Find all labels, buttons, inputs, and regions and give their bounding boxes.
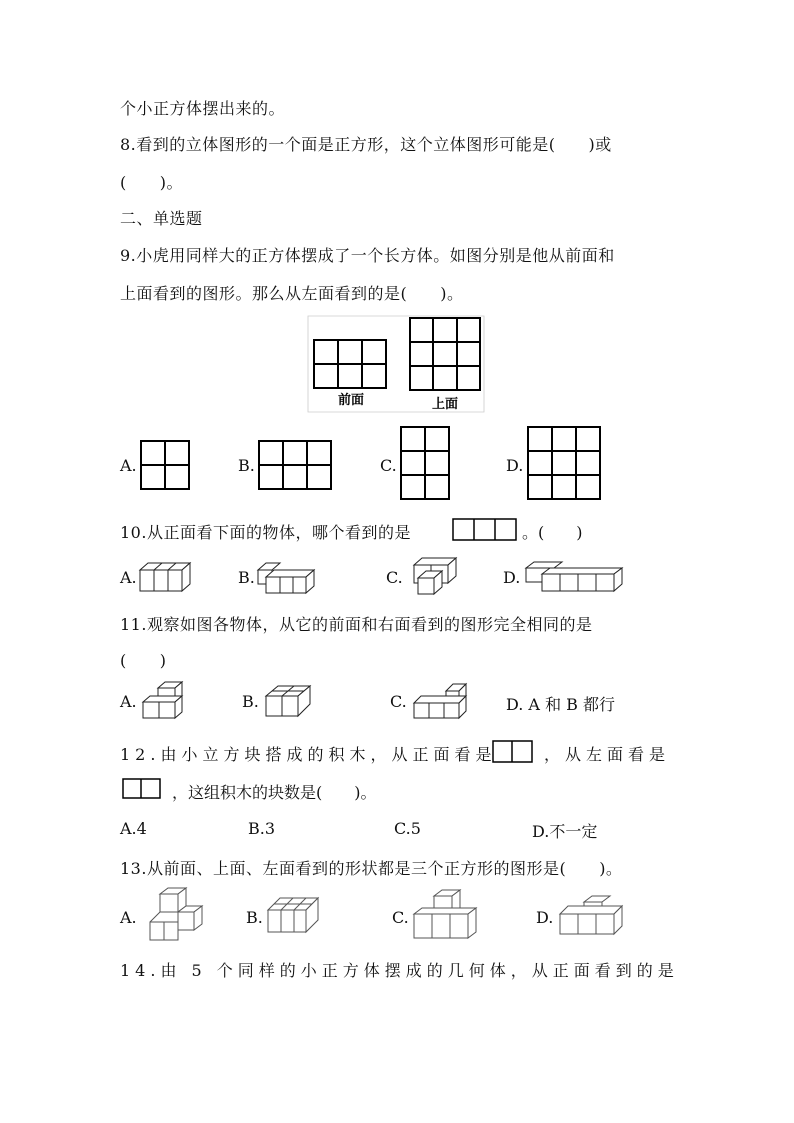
q12-option-d[interactable]: D.不一定 [532,822,598,841]
text-line-1: 个小正方体摆出来的。 [120,99,286,118]
question-12-line-1: 12.由小立方块搭成的积木，从正面看是 [120,745,497,764]
question-11-line-1: 11.观察如图各物体，从它的前面和右面看到的图形完全相同的是 [120,615,593,634]
q9-option-a-label[interactable]: A. [120,456,137,475]
question-14: 14.由 5 个同样的小正方体摆成的几何体，从正面看到的是 [120,961,679,980]
q9-option-d-label[interactable]: D. [506,456,524,475]
question-8-line-1: 8.看到的立体图形的一个面是正方形，这个立体图形可能是( )或 [120,135,612,154]
q10-option-c-figure[interactable] [404,556,460,596]
q11-option-a-figure[interactable] [140,680,186,720]
q10-option-b-label[interactable]: B. [238,568,255,587]
question-8-line-2: ( )。 [120,173,183,192]
question-13: 13.从前面、上面、左面看到的形状都是三个正方形的图形是( )。 [120,859,623,878]
q13-option-a-figure[interactable] [144,886,204,942]
q13-option-d-figure[interactable] [556,894,626,938]
q12-option-c[interactable]: C.5 [394,819,421,838]
q9-option-d-figure[interactable] [527,426,601,500]
question-12-line-2: ，这组积木的块数是( )。 [172,783,377,802]
question-9-line-2: 上面看到的图形。那么从左面看到的是( )。 [120,284,464,303]
q10-option-a-label[interactable]: A. [120,568,137,587]
q10-option-d-figure[interactable] [522,560,626,594]
q9-option-b-label[interactable]: B. [238,456,255,475]
q11-option-b-figure[interactable] [264,684,314,720]
q9-option-c-label[interactable]: C. [380,456,397,475]
q9-option-b-figure[interactable] [258,440,332,490]
q10-option-a-figure[interactable] [138,560,192,594]
question-10-line-2: 。( ) [522,523,583,542]
q11-option-b-label[interactable]: B. [242,692,259,711]
q13-option-b-figure[interactable] [264,896,322,936]
q13-option-c-figure[interactable] [410,888,476,942]
question-10-line-1: 10.从正面看下面的物体，哪个看到的是 [120,523,411,542]
q11-option-d-label[interactable]: D. A 和 B 都行 [506,695,616,714]
q10-option-b-figure[interactable] [256,560,318,594]
q10-target-view-figure [452,518,518,542]
question-12-line-1b: ，从左面看是 [544,745,671,764]
q13-option-b-label[interactable]: B. [246,908,263,927]
q10-option-c-label[interactable]: C. [386,568,403,587]
q13-option-d-label[interactable]: D. [536,908,554,927]
q11-option-c-label[interactable]: C. [390,692,407,711]
q12-left-view-figure [122,778,162,800]
q13-option-c-label[interactable]: C. [392,908,409,927]
q9-option-c-figure[interactable] [400,426,450,500]
q13-option-a-label[interactable]: A. [120,908,137,927]
q12-option-b[interactable]: B.3 [248,819,276,838]
q9-views-figure [308,316,488,416]
top-view-label: 上面 [432,397,459,412]
q9-option-a-figure[interactable] [140,440,190,490]
q11-option-a-label[interactable]: A. [120,692,137,711]
question-9-line-1: 9.小虎用同样大的正方体摆成了一个长方体。如图分别是他从前面和 [120,246,615,265]
q11-option-c-figure[interactable] [412,682,470,720]
question-11-line-2: ( ) [120,651,167,670]
front-view-label: 前面 [338,393,365,408]
q10-option-d-label[interactable]: D. [503,568,521,587]
q12-front-view-figure [492,740,534,764]
q12-option-a[interactable]: A.4 [120,819,147,838]
section-heading: 二、单选题 [120,209,203,228]
